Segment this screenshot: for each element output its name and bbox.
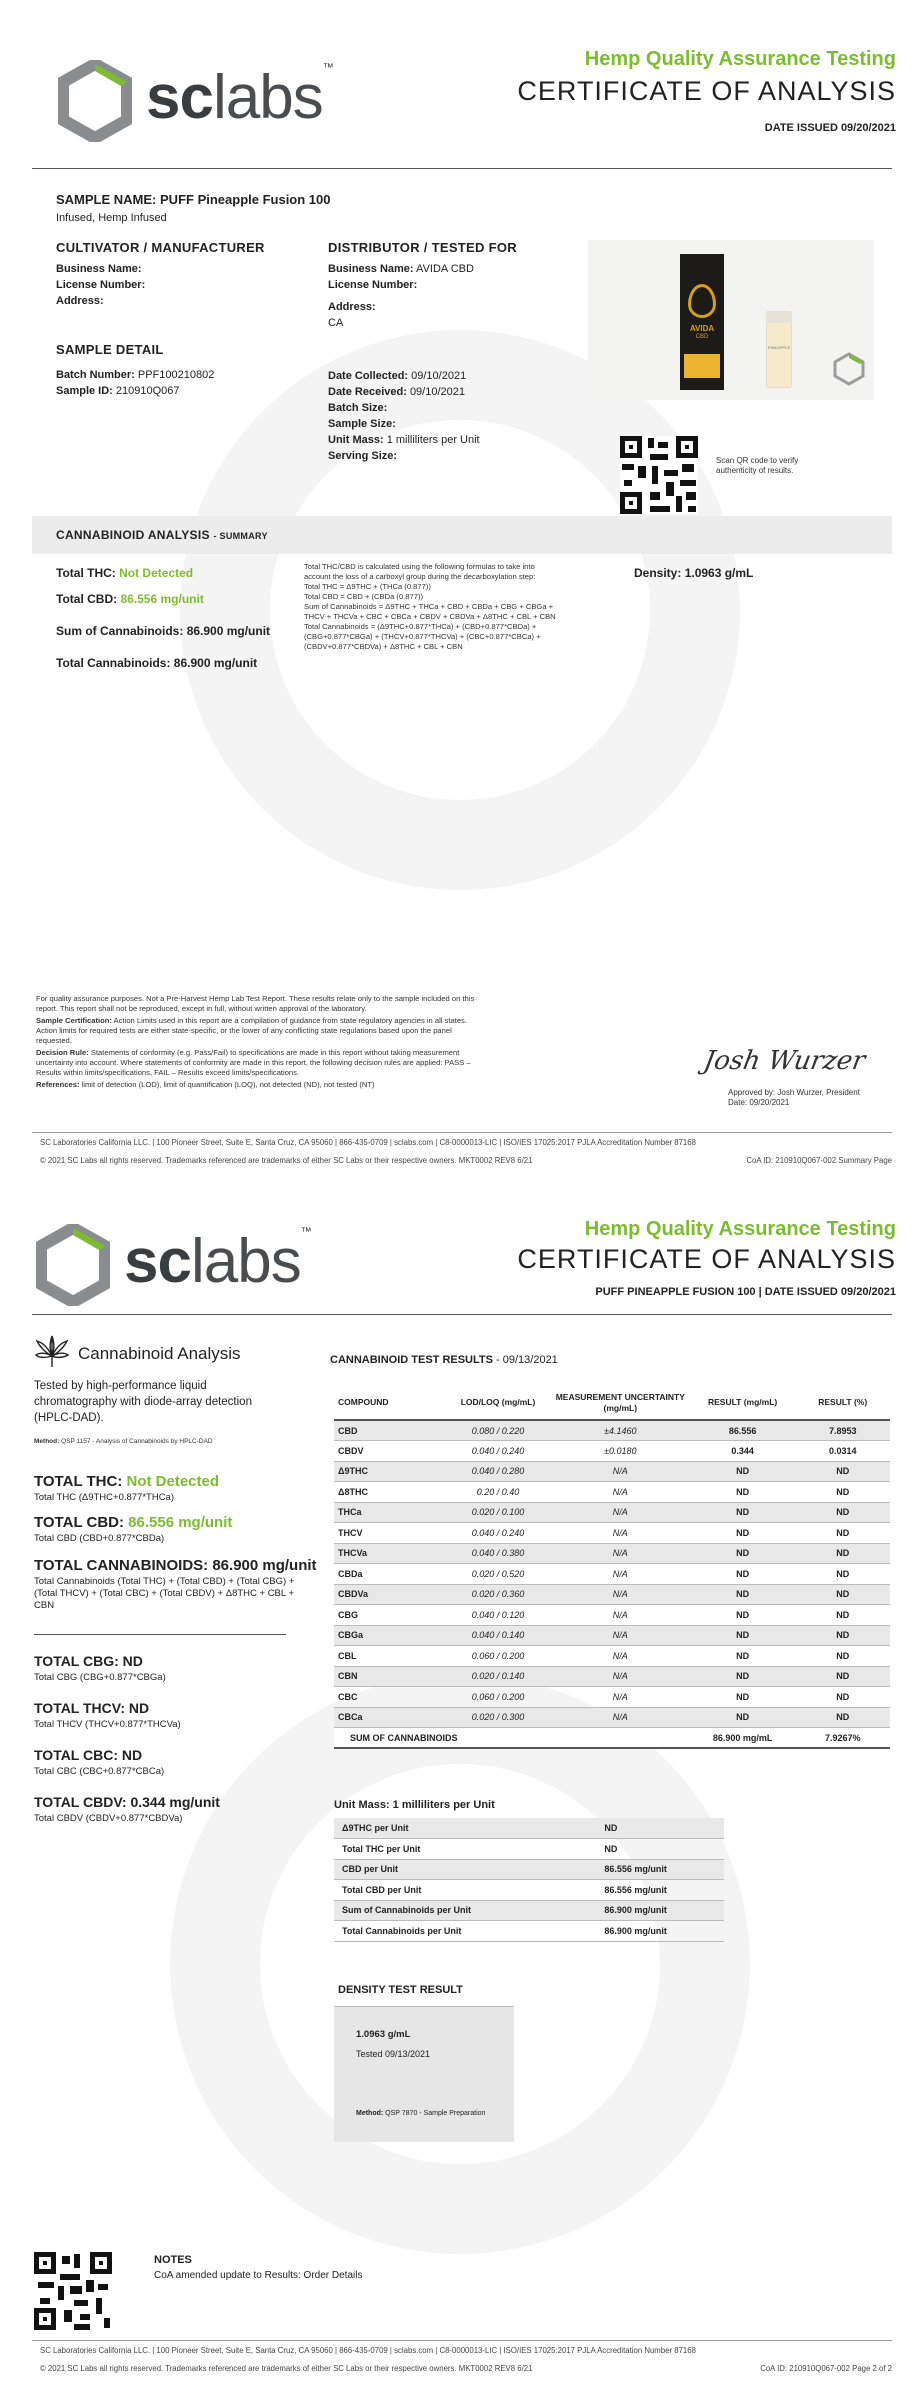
results-cell: 0.040 / 0.240 — [445, 1523, 551, 1544]
unit-mass-value: 86.556 mg/unit — [552, 1880, 724, 1901]
density-tested-date: Tested 09/13/2021 — [356, 2049, 431, 2059]
summary-thc-value: Not Detected — [119, 566, 194, 580]
header-divider — [32, 168, 892, 169]
cannabinoid-results-table — [334, 1386, 890, 1749]
unit-mass-row — [334, 1900, 724, 1921]
summary-heading-text: CANNABINOID ANALYSIS — [56, 528, 210, 542]
box-fruit-band — [684, 354, 720, 378]
formula-line: THCV + THCVa + CBC + CBCa + CBDV + CBDVa + Δ8THC + CBL + CBN — [304, 612, 556, 621]
approved-by: Approved by: Josh Wurzer, President — [728, 1088, 860, 1097]
density-method-label: Method: — [356, 2110, 384, 2117]
results-cell: THCVa — [334, 1543, 445, 1564]
total-label: TOTAL CANNABINOIDS: — [34, 1557, 209, 1574]
logo-tm: ™ — [322, 62, 333, 74]
total-formula: Total THC (Δ9THC+0.877*THCa) — [34, 1492, 175, 1503]
formula-line: Sum of Cannabinoids = Δ9THC + THCa + CBD + CBDa + CBG + CBGa + — [304, 602, 554, 611]
total-value: 86.556 mg/unit — [128, 1514, 233, 1531]
results-cell: ND — [795, 1605, 890, 1626]
results-cell: THCV — [334, 1523, 445, 1544]
summary-heading-sub: - SUMMARY — [213, 531, 268, 541]
results-cell: CBL — [334, 1646, 445, 1667]
batch-size-label: Batch Size: — [328, 402, 388, 414]
footer-coa-id: CoA ID: 210910Q067-002 Page 2 of 2 — [760, 2364, 892, 2373]
unit-mass-row — [334, 1818, 724, 1839]
results-cell: 0.020 / 0.520 — [445, 1564, 551, 1585]
sc-seal-icon — [832, 352, 866, 386]
results-cell: CBDa — [334, 1564, 445, 1585]
results-cell: 0.0314 — [795, 1441, 890, 1462]
references-label: References: — [36, 1080, 80, 1089]
sample-detail-block — [56, 342, 316, 399]
results-cell: ND — [795, 1584, 890, 1605]
summary-sum-value: 86.900 mg/unit — [186, 624, 271, 638]
sample-id-value: 210910Q067 — [115, 385, 180, 397]
analysis-method-value: QSP 1157 - Analysis of Cannabinoids by HPLC-DAD — [61, 1438, 213, 1445]
product-box-image — [680, 254, 724, 390]
results-cell: Δ8THC — [334, 1482, 445, 1503]
results-cell: ND — [690, 1584, 796, 1605]
cultivator-block — [56, 240, 316, 309]
sample-size-label: Sample Size: — [328, 418, 396, 430]
results-cell: ND — [690, 1502, 796, 1523]
sc-labs-logo — [36, 1224, 316, 1304]
total-formula: Total Cannabinoids (Total THC) + (Total CBD) + (Total CBG) + (Total THCV) + (Total CBC) + (Total CBDV) + Δ8THC + CBL + CBN — [34, 1576, 295, 1611]
results-row — [334, 1482, 890, 1503]
formula-line: (CBG+0.877*CBGa) + (THCV+0.877*THCVa) + (CBC+0.877*CBCa) + — [304, 632, 541, 641]
total-formula: Total CBC (CBC+0.877*CBCa) — [34, 1766, 165, 1777]
results-cell: Δ9THC — [334, 1461, 445, 1482]
sample-name-value: PUFF Pineapple Fusion 100 — [160, 192, 331, 207]
results-cell: 0.344 — [690, 1441, 796, 1462]
box-leaf-icon — [688, 284, 716, 318]
formula-line: (CBDV+0.877*CBDVa) + Δ8THC + CBL + CBN — [304, 642, 463, 651]
sample-detail-heading: SAMPLE DETAIL — [56, 342, 164, 357]
results-row — [334, 1523, 890, 1544]
summary-sum-label: Sum of Cannabinoids: — [56, 624, 184, 638]
formula-line: Total THC/CBD is calculated using the following formulas to take into — [304, 562, 535, 571]
results-row — [334, 1543, 890, 1564]
notes-text: CoA amended update to Results: Order Details — [154, 2270, 363, 2281]
results-cell: THCa — [334, 1502, 445, 1523]
results-cell: 0.040 / 0.140 — [445, 1625, 551, 1646]
box-sub-text: CBD — [695, 334, 709, 340]
notes-heading: NOTES — [154, 2254, 192, 2266]
density-value: 1.0963 g/mL — [356, 2029, 411, 2040]
analysis-title: Cannabinoid Analysis — [78, 1344, 241, 1363]
distributor-address-label: Address: — [328, 301, 376, 313]
unit-mass-label: Total Cannabinoids per Unit — [334, 1921, 552, 1942]
total-item — [34, 1473, 334, 1504]
results-row — [334, 1461, 890, 1482]
unit-mass-row — [334, 1921, 724, 1942]
distributor-address-value: CA — [328, 317, 344, 329]
total-value: ND — [121, 1747, 143, 1763]
results-cell: ND — [690, 1625, 796, 1646]
results-cell: ND — [795, 1482, 890, 1503]
results-row — [334, 1441, 890, 1462]
results-cell: ND — [795, 1625, 890, 1646]
results-cell: N/A — [551, 1666, 690, 1687]
results-cell: ND — [690, 1543, 796, 1564]
header-title: CERTIFICATE OF ANALYSIS — [517, 1244, 896, 1274]
results-row — [334, 1420, 890, 1441]
summary-formula-notes — [304, 562, 624, 652]
results-cell: N/A — [551, 1482, 690, 1503]
results-row — [334, 1584, 890, 1605]
results-cell: 0.020 / 0.100 — [445, 1502, 551, 1523]
results-column-header: LOD/LOQ (mg/mL) — [445, 1386, 551, 1420]
logo-word-sc: sc — [146, 63, 213, 132]
results-cell: N/A — [551, 1605, 690, 1626]
results-cell: ND — [690, 1564, 796, 1585]
results-cell: N/A — [551, 1502, 690, 1523]
qr-note: Scan QR code to verify authenticity of results. — [716, 456, 799, 475]
total-formula: Total CBDV (CBDV+0.877*CBDVa) — [34, 1813, 183, 1824]
sc-labs-logo — [58, 60, 338, 140]
results-row — [334, 1646, 890, 1667]
results-row — [334, 1707, 890, 1728]
total-value: 0.344 mg/unit — [130, 1794, 220, 1810]
results-column-header: RESULT (%) — [795, 1386, 890, 1420]
unit-mass-label: Total THC per Unit — [334, 1839, 552, 1860]
references-text: limit of detection (LOD), limit of quantification (LOQ), not detected (ND), not tested (NT) — [81, 1080, 375, 1089]
unit-mass-label: CBD per Unit — [334, 1859, 552, 1880]
unit-mass-label: Unit Mass: — [328, 434, 384, 446]
signature-script: Josh Wurzer — [701, 1046, 868, 1076]
total-value: Not Detected — [126, 1473, 220, 1490]
date-received-value: 09/10/2021 — [409, 386, 465, 398]
cultivator-license-label: License Number: — [56, 279, 146, 291]
results-row — [334, 1625, 890, 1646]
density-heading: DENSITY TEST RESULT — [338, 1984, 463, 1996]
unit-mass-row — [334, 1859, 724, 1880]
results-cell: N/A — [551, 1707, 690, 1728]
results-column-header: MEASUREMENT UNCERTAINTY (mg/mL) — [551, 1386, 690, 1420]
cannabis-leaf-icon — [34, 1334, 70, 1370]
hexagon-logo-icon — [58, 60, 132, 142]
density-card — [334, 2006, 514, 2142]
results-heading — [330, 1354, 558, 1366]
total-item — [34, 1794, 334, 1825]
total-item — [34, 1700, 334, 1731]
results-cell: 0.020 / 0.140 — [445, 1666, 551, 1687]
distributor-heading: DISTRIBUTOR / TESTED FOR — [328, 240, 517, 255]
footer-address: SC Laboratories California LLC. | 100 Pioneer Street, Suite E, Santa Cruz, CA 95060 | 866-435-0709 | sclabs.com | C8-0000013-LIC | ISO/IES 17025:2017 PJLA Accreditation Number 87168 — [40, 1138, 696, 1147]
results-cell: ND — [795, 1707, 890, 1728]
cultivator-address-label: Address: — [56, 295, 104, 307]
results-cell: 0.040 / 0.240 — [445, 1441, 551, 1462]
results-cell: CBD — [334, 1420, 445, 1441]
sum-label: SUM OF CANNABINOIDS — [334, 1728, 690, 1749]
unit-mass-value: 86.556 mg/unit — [552, 1859, 724, 1880]
results-cell: 0.060 / 0.200 — [445, 1687, 551, 1708]
unit-mass-label: Sum of Cannabinoids per Unit — [334, 1900, 552, 1921]
results-cell: ND — [690, 1482, 796, 1503]
formula-line: account the loss of a carboxyl group during the decarboxylation step: — [304, 572, 536, 581]
formula-line: Total Cannabinoids = (Δ9THC+0.877*THCa) + (CBD+0.877*CBDa) + — [304, 622, 537, 631]
total-value: 86.900 mg/unit — [212, 1557, 317, 1574]
hexagon-logo-icon — [36, 1224, 110, 1306]
total-label: TOTAL CBG: — [34, 1653, 119, 1669]
summary-bar — [32, 516, 892, 554]
summary-density-label: Density: — [634, 566, 682, 580]
results-cell: ND — [690, 1646, 796, 1667]
results-cell: ±4.1460 — [551, 1420, 690, 1441]
analysis-column — [34, 1334, 334, 1841]
footer-divider — [32, 1132, 892, 1133]
results-column-header: RESULT (mg/mL) — [690, 1386, 796, 1420]
sample-id-label: Sample ID: — [56, 385, 113, 397]
results-cell: ND — [795, 1502, 890, 1523]
batch-label: Batch Number: — [56, 369, 135, 381]
header-green-title: Hemp Quality Assurance Testing — [584, 1218, 896, 1240]
total-item — [34, 1557, 334, 1612]
unit-mass-row — [334, 1880, 724, 1901]
results-cell: ND — [690, 1605, 796, 1626]
batch-value: PPF100210802 — [137, 369, 215, 381]
results-cell: N/A — [551, 1625, 690, 1646]
results-cell: CBC — [334, 1687, 445, 1708]
logo-tm: ™ — [300, 1226, 311, 1238]
notes-qr-code[interactable] — [34, 2252, 112, 2330]
distributor-block — [328, 240, 588, 331]
sample-type: Infused, Hemp Infused — [56, 212, 167, 224]
unit-mass-table — [334, 1818, 724, 1942]
results-cell: 86.556 — [690, 1420, 796, 1441]
formula-line: Total THC = Δ9THC + (THCa (0.877)) — [304, 582, 431, 591]
footer-divider — [32, 2340, 892, 2341]
total-item — [34, 1653, 334, 1684]
cultivator-heading: CULTIVATOR / MANUFACTURER — [56, 240, 265, 255]
summary-totals — [56, 566, 296, 670]
unit-mass-label: Δ9THC per Unit — [334, 1818, 552, 1839]
decision-rule-text: Statements of conformity (e.g. Pass/Fail) to specifications are made in this report without taking measurement uncertainty into account. Where statements of conformity are made in this report, the following decision rules are applied: PASS – Results within limits/specifications, FAIL – Results exceed limits/specifications. — [36, 1048, 471, 1077]
results-cell: CBN — [334, 1666, 445, 1687]
unit-mass-value: ND — [552, 1839, 724, 1860]
results-cell: ND — [795, 1564, 890, 1585]
total-label: TOTAL CBC: — [34, 1747, 118, 1763]
summary-thc-label: Total THC: — [56, 566, 116, 580]
footer-copyright: © 2021 SC Labs all rights reserved. Trademarks referenced are trademarks of either SC Labs or their respective owners. MKT0002 REV8 6/21 — [40, 2364, 533, 2373]
results-cell: N/A — [551, 1646, 690, 1667]
results-sum-row — [334, 1728, 890, 1749]
disclaimer-quality: For quality assurance purposes. Not a Pre-Harvest Hemp Lab Test Report. These results relate only to the sample included on this report. This report shall not be reproduced, except in full, without written approval of the laboratory. — [36, 994, 475, 1013]
results-cell: CBDV — [334, 1441, 445, 1462]
product-bottle-image — [766, 320, 792, 388]
results-cell: 0.020 / 0.360 — [445, 1584, 551, 1605]
footer-copyright: © 2021 SC Labs all rights reserved. Trademarks referenced are trademarks of either SC Labs or their respective owners. MKT0002 REV8 6/21 — [40, 1156, 533, 1165]
summary-cbd-value: 86.556 mg/unit — [120, 592, 204, 606]
sum-pct: 7.9267% — [795, 1728, 890, 1749]
total-value: ND — [122, 1653, 143, 1669]
footer-coa-id: CoA ID: 210910Q067-002 Summary Page — [746, 1156, 892, 1165]
decision-rule-label: Decision Rule: — [36, 1048, 89, 1057]
results-cell: ±0.0180 — [551, 1441, 690, 1462]
cert-text: Action Limits used in this report are a compilation of guidance from state regulatory agencies in all states. Action limits for required tests are either state-specific, or the lower of any conflicting state regulations based upon the panel requested. — [36, 1016, 467, 1045]
results-cell: 0.060 / 0.200 — [445, 1646, 551, 1667]
results-cell: 0.020 / 0.300 — [445, 1707, 551, 1728]
results-cell: ND — [795, 1543, 890, 1564]
sum-mgml: 86.900 mg/mL — [690, 1728, 796, 1749]
total-label: TOTAL THCV: — [34, 1700, 125, 1716]
logo-word-sc: sc — [124, 1227, 191, 1296]
results-cell: ND — [690, 1666, 796, 1687]
cert-label: Sample Certification: — [36, 1016, 112, 1025]
results-cell: ND — [795, 1687, 890, 1708]
results-cell: 0.040 / 0.120 — [445, 1605, 551, 1626]
verification-qr-code[interactable] — [620, 436, 698, 514]
date-collected-label: Date Collected: — [328, 370, 409, 382]
results-heading-date: - 09/13/2021 — [496, 1354, 558, 1366]
results-heading-text: CANNABINOID TEST RESULTS — [330, 1354, 493, 1366]
results-cell: ND — [795, 1646, 890, 1667]
summary-total-value: 86.900 mg/unit — [173, 656, 258, 670]
total-formula: Total THCV (THCV+0.877*THCVa) — [34, 1719, 181, 1730]
results-cell: CBGa — [334, 1625, 445, 1646]
approved-date: Date: 09/20/2021 — [728, 1098, 790, 1107]
disclaimer-block — [36, 994, 476, 1090]
bottle-cap — [766, 311, 792, 323]
results-cell: N/A — [551, 1687, 690, 1708]
results-row — [334, 1666, 890, 1687]
results-cell: ND — [795, 1523, 890, 1544]
unit-mass-heading: Unit Mass: 1 milliliters per Unit — [334, 1799, 495, 1811]
results-row — [334, 1687, 890, 1708]
results-cell: 0.040 / 0.380 — [445, 1543, 551, 1564]
results-row — [334, 1564, 890, 1585]
summary-density — [634, 566, 753, 580]
results-cell: ND — [690, 1707, 796, 1728]
summary-heading — [56, 528, 268, 542]
sample-dates-block — [328, 368, 568, 464]
results-cell: N/A — [551, 1461, 690, 1482]
bottle-label-text: PINEAPPLE — [767, 345, 791, 350]
unit-mass-value: 1 milliliters per Unit — [386, 434, 480, 446]
unit-mass-row — [334, 1839, 724, 1860]
analysis-description: Tested by high-performance liquid chromatography with diode-array detection (HPLC-DAD). — [34, 1380, 252, 1424]
total-label: TOTAL CBDV: — [34, 1794, 127, 1810]
results-cell: N/A — [551, 1543, 690, 1564]
results-cell: 7.8953 — [795, 1420, 890, 1441]
total-label: TOTAL CBD: — [34, 1514, 124, 1531]
date-issued: PUFF PINEAPPLE FUSION 100 | DATE ISSUED 09/20/2021 — [595, 1286, 896, 1298]
results-row — [334, 1605, 890, 1626]
results-cell: CBDVa — [334, 1584, 445, 1605]
header-divider — [32, 1314, 892, 1315]
header-title: CERTIFICATE OF ANALYSIS — [517, 76, 896, 106]
results-cell: ND — [795, 1666, 890, 1687]
total-value: ND — [128, 1700, 150, 1716]
analysis-method-label: Method: — [34, 1438, 60, 1445]
total-item — [34, 1514, 334, 1545]
results-row — [334, 1502, 890, 1523]
formula-line: Total CBD = CBD + (CBDa (0.877)) — [304, 592, 424, 601]
distributor-license-label: License Number: — [328, 279, 418, 291]
primary-totals — [34, 1473, 334, 1612]
results-cell: CBCa — [334, 1707, 445, 1728]
serving-size-label: Serving Size: — [328, 450, 398, 462]
results-cell: CBG — [334, 1605, 445, 1626]
totals-divider — [34, 1634, 286, 1635]
coa-page-detail — [0, 1194, 924, 2388]
results-cell: N/A — [551, 1523, 690, 1544]
results-cell: ND — [690, 1461, 796, 1482]
distributor-business-label: Business Name: — [328, 263, 414, 275]
summary-total-label: Total Cannabinoids: — [56, 656, 171, 670]
sample-name — [56, 192, 331, 207]
date-issued: DATE ISSUED 09/20/2021 — [764, 122, 896, 134]
total-item — [34, 1747, 334, 1778]
cultivator-business-label: Business Name: — [56, 263, 142, 275]
results-cell: 0.080 / 0.220 — [445, 1420, 551, 1441]
results-cell: N/A — [551, 1584, 690, 1605]
unit-mass-value: 86.900 mg/unit — [552, 1900, 724, 1921]
results-cell: ND — [690, 1687, 796, 1708]
total-formula: Total CBG (CBG+0.877*CBGa) — [34, 1672, 166, 1683]
summary-cbd-label: Total CBD: — [56, 592, 118, 606]
date-collected-value: 09/10/2021 — [411, 370, 467, 382]
results-cell: N/A — [551, 1564, 690, 1585]
total-label: TOTAL THC: — [34, 1473, 123, 1490]
results-cell: ND — [690, 1523, 796, 1544]
distributor-business-value: AVIDA CBD — [416, 263, 474, 275]
box-brand-text: AVIDA — [689, 324, 715, 333]
results-cell: 0.20 / 0.40 — [445, 1482, 551, 1503]
header-green-title: Hemp Quality Assurance Testing — [584, 48, 896, 70]
date-received-label: Date Received: — [328, 386, 407, 398]
summary-density-value: 1.0963 g/mL — [684, 566, 754, 580]
footer-address: SC Laboratories California LLC. | 100 Pioneer Street, Suite E, Santa Cruz, CA 95060 | 866-435-0709 | sclabs.com | C8-0000013-LIC | ISO/IES 17025:2017 PJLA Accreditation Number 87168 — [40, 2346, 696, 2355]
logo-word-labs: labs — [190, 1227, 301, 1296]
total-formula: Total CBD (CBD+0.877*CBDa) — [34, 1533, 165, 1544]
density-method-value: QSP 7870 - Sample Preparation — [385, 2110, 486, 2117]
unit-mass-label: Total CBD per Unit — [334, 1880, 552, 1901]
secondary-totals — [34, 1653, 334, 1825]
product-photo — [588, 240, 874, 400]
results-cell: 0.040 / 0.280 — [445, 1461, 551, 1482]
logo-word-labs: labs — [212, 63, 323, 132]
unit-mass-value: ND — [552, 1818, 724, 1839]
results-cell: ND — [795, 1461, 890, 1482]
sample-name-label: SAMPLE NAME: — [56, 192, 157, 207]
results-column-header: COMPOUND — [334, 1386, 445, 1420]
unit-mass-value: 86.900 mg/unit — [552, 1921, 724, 1942]
